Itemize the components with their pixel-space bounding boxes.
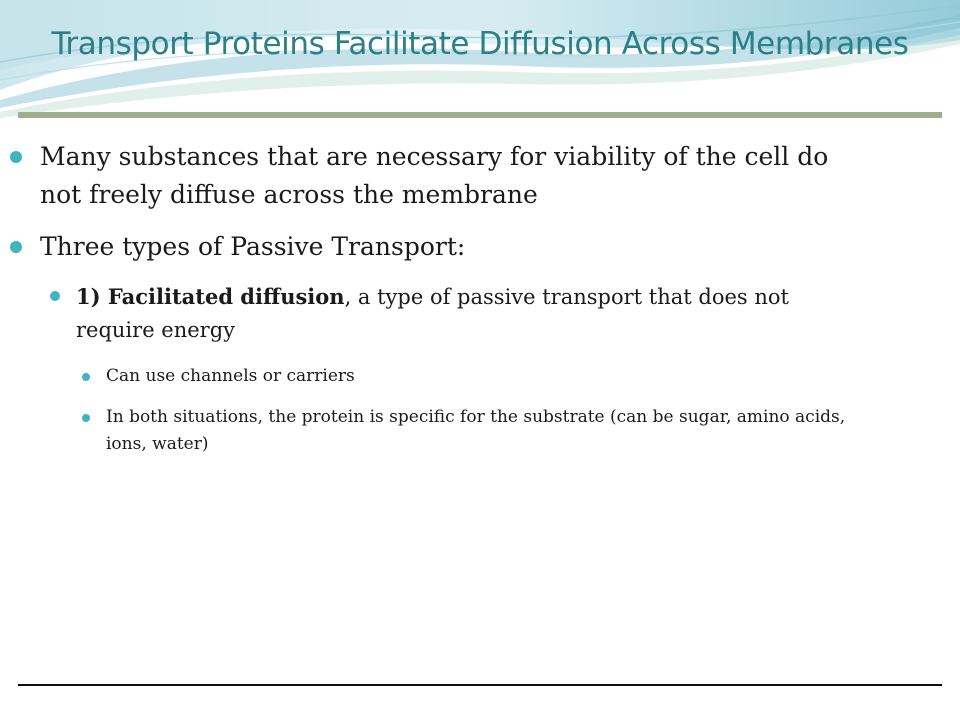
sub-bullet-1 — [76, 280, 866, 347]
bullet-dot-icon — [82, 373, 90, 381]
bullet-2 — [40, 228, 860, 266]
slide-content — [0, 138, 960, 472]
bullet-dot-icon — [10, 241, 22, 253]
sub-sub-bullet-1 — [106, 363, 866, 390]
sub-sub-bullet-1-text: Can use channels or carriers — [106, 366, 355, 386]
footer-divider — [18, 684, 942, 686]
sub-bullet-1-bold-text: 1) Facilitated diffusion — [76, 284, 345, 309]
sub-sub-bullet-2-text: In both situations, the protein is specific for the substrate (can be sugar, amino acids, ions, water) — [106, 407, 846, 454]
bullet-dot-icon — [50, 291, 60, 301]
bullet-dot-icon — [82, 414, 90, 422]
bullet-1 — [40, 138, 860, 214]
bullet-1-text: Many substances that are necessary for viability of the cell do not freely diffuse across the membrane — [40, 142, 829, 209]
title-divider — [18, 112, 942, 118]
slide-title: Transport Proteins Facilitate Diffusion Across Membranes — [51, 26, 909, 62]
bullet-dot-icon — [10, 151, 22, 163]
sub-bullet-1-text: , a type of passive transport that does not require energy — [76, 285, 789, 342]
bullet-2-text: Three types of Passive Transport: — [40, 232, 466, 261]
sub-sub-bullet-2 — [106, 404, 866, 458]
